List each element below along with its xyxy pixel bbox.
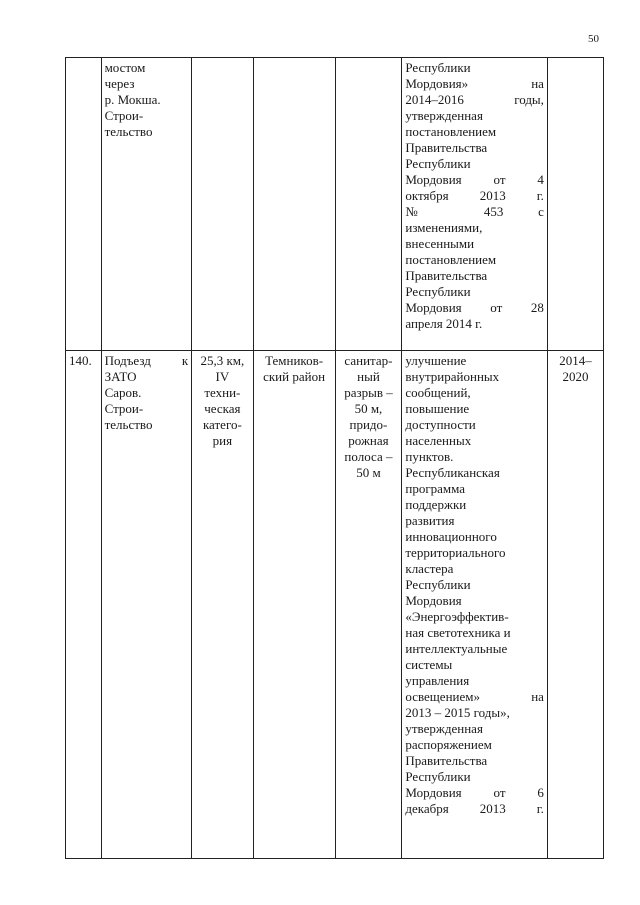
parameters-cell	[192, 351, 253, 859]
text-line: утвержденная	[405, 721, 483, 736]
text-line: 50 м	[356, 465, 381, 480]
text-line: Республиканская	[405, 465, 500, 480]
text-line: Республики	[405, 156, 471, 171]
district-cell	[253, 58, 335, 351]
term-cell	[547, 351, 603, 859]
parameters-text	[195, 353, 249, 449]
text-line: Строи-	[104, 401, 144, 416]
number-cell	[66, 58, 102, 351]
text-line: мостом	[104, 60, 146, 75]
text-line: 2014–	[559, 353, 592, 368]
text-line: р. Мокша.	[104, 92, 161, 107]
text-line: улучшение	[405, 353, 467, 368]
text-line: доступности	[405, 417, 476, 432]
objects-table	[65, 57, 604, 859]
text-line: апреля 2014 г.	[405, 316, 483, 331]
text-line: постановлением	[405, 252, 497, 267]
text-line: Строи-	[104, 108, 144, 123]
text-line: населенных	[405, 433, 472, 448]
text-line: Правительства	[405, 268, 488, 283]
table-row-continued	[66, 58, 604, 351]
object-name-text	[105, 60, 189, 140]
goal-cell	[402, 351, 548, 859]
object-name-cell	[101, 58, 192, 351]
text-line: управления	[405, 673, 470, 688]
parameters-cell	[192, 58, 253, 351]
text-line: внесенными	[405, 236, 475, 251]
text-line: Республики	[405, 284, 471, 299]
text-line: кластера	[405, 561, 454, 576]
text-line: Мордовия	[405, 593, 462, 608]
text-line: Подъезд к	[104, 353, 189, 368]
text-line: санитар-	[344, 353, 393, 368]
text-line: через	[104, 76, 135, 91]
text-line: придо-	[349, 417, 388, 432]
text-line: 2014–2016 годы,	[405, 92, 544, 107]
text-line: № 453 с	[405, 204, 544, 219]
term-text	[551, 353, 600, 385]
protection-zone-text	[339, 353, 399, 481]
goal-text	[405, 353, 544, 817]
text-line: Мордовия от 4	[405, 172, 544, 187]
text-line: программа	[405, 481, 466, 496]
text-line: ная светотехника и	[405, 625, 511, 640]
text-line: 50 м,	[354, 401, 383, 416]
text-line: Саров.	[104, 385, 142, 400]
text-line: разрыв –	[344, 385, 393, 400]
text-line: 2013 – 2015 годы»,	[405, 705, 510, 720]
text-line: внутрирайонных	[405, 369, 500, 384]
text-line: техни-	[204, 385, 241, 400]
text-line: 25,3 км,	[200, 353, 245, 368]
text-line: освещением» на	[405, 689, 544, 704]
text-line: сообщений,	[405, 385, 471, 400]
text-line: катего-	[202, 417, 242, 432]
district-cell	[253, 351, 335, 859]
text-line: тельство	[104, 124, 153, 139]
protection-zone-cell	[335, 351, 402, 859]
text-line: Правительства	[405, 140, 488, 155]
text-line: Мордовия от 6	[405, 785, 544, 800]
protection-zone-cell	[335, 58, 402, 351]
text-line: изменениями,	[405, 220, 483, 235]
text-line: интеллектуальные	[405, 641, 508, 656]
text-line: распоряжением	[405, 737, 492, 752]
text-line: ческая	[204, 401, 241, 416]
text-line: Мордовия» на	[405, 76, 544, 91]
text-line: Республики	[405, 577, 471, 592]
text-line: октября 2013 г.	[405, 188, 544, 203]
text-line: ский район	[263, 369, 326, 384]
text-line: ЗАТО	[104, 369, 137, 384]
object-name-text	[105, 353, 189, 433]
text-line: территориального	[405, 545, 506, 560]
number-cell	[66, 351, 102, 859]
text-line: инновационного	[405, 529, 497, 544]
object-name-cell	[101, 351, 192, 859]
text-line: рожная	[348, 433, 389, 448]
text-line: декабря 2013 г.	[405, 801, 544, 816]
text-line: Республики	[405, 769, 471, 784]
text-line: утвержденная	[405, 108, 483, 123]
goal-text	[405, 60, 544, 332]
goal-cell	[402, 58, 548, 351]
text-line: ный	[357, 369, 380, 384]
text-line: 2020	[562, 369, 589, 384]
text-line: постановлением	[405, 124, 497, 139]
text-line: повышение	[405, 401, 470, 416]
text-line: тельство	[104, 417, 153, 432]
table-row-140	[66, 351, 604, 859]
text-line: Мордовия от 28	[405, 300, 544, 315]
page-number: 50	[588, 33, 599, 45]
text-line: Республики	[405, 60, 471, 75]
text-line: полоса –	[344, 449, 393, 464]
text-line: системы	[405, 657, 453, 672]
text-line: IV	[215, 369, 230, 384]
row-number: 140.	[69, 353, 92, 368]
term-cell	[547, 58, 603, 351]
text-line: Правительства	[405, 753, 488, 768]
text-line: пунктов.	[405, 449, 454, 464]
text-line: рия	[212, 433, 233, 448]
district-text	[257, 353, 332, 385]
text-line: Темников-	[265, 353, 324, 368]
text-line: поддержки	[405, 497, 467, 512]
text-line: «Энергоэффектив-	[405, 609, 509, 624]
text-line: развития	[405, 513, 455, 528]
